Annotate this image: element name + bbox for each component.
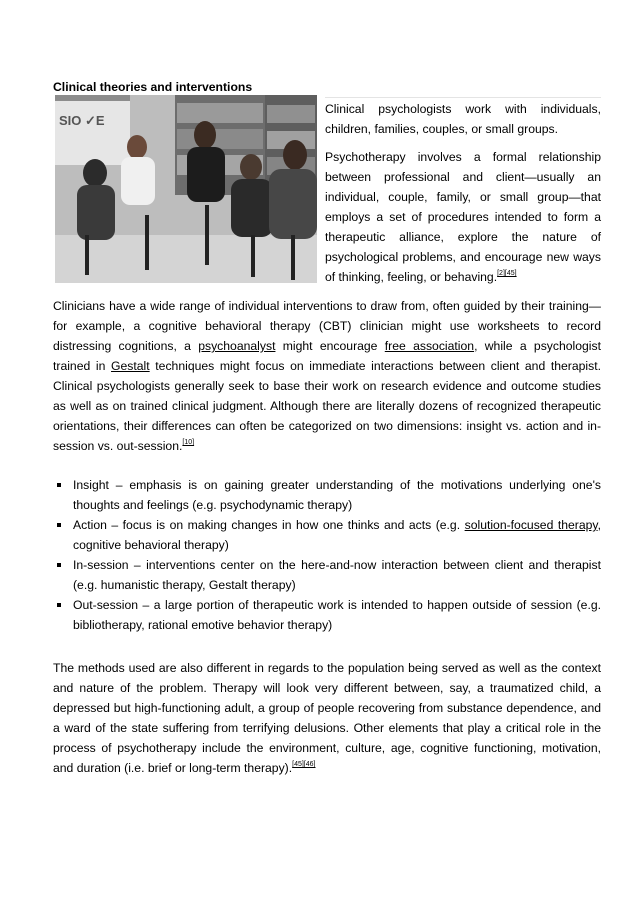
group-therapy-photo bbox=[55, 95, 317, 283]
bullet-icon bbox=[57, 563, 61, 567]
intro-paragraph-1: Clinical psychologists work with individuals, children, families, couples, or small groups. bbox=[325, 97, 601, 139]
bullet-icon bbox=[57, 523, 61, 527]
orientation-bullet-list bbox=[53, 475, 601, 635]
citation-2-45[interactable] bbox=[497, 270, 516, 277]
citation-45-46[interactable] bbox=[292, 761, 315, 768]
para1-text-4: techniques might focus on immediate interactions between client and therapist. Clinical psychologists generally seek to base their work on research evidence and outcome studies as well as on trained clinical judgment. Although there are literally dozens of recognized therapeutic orientations, their differences can often be categorized on two dimensions: insight vs. action and in-session vs. out-session. bbox=[53, 359, 601, 453]
intro-paragraph-2-text: Psychotherapy involves a formal relationship between professional and client—usually an individual, couple, family, or small group—that employs a set of procedures intended to form a therapeutic alliance, explore the nature of psychological problems, and encourage new ways of thinking, feeling, or behaving. bbox=[325, 150, 601, 284]
bullet-out-session-text: Out-session – a large portion of therapeutic work is intended to happen outside of session (e.g. bibliotherapy, rational emotive behavior therapy) bbox=[73, 598, 601, 632]
solution-focused-therapy-link[interactable]: solution-focused therapy bbox=[464, 518, 598, 532]
para2-text: The methods used are also different in regards to the population being served as well as the context and nature of the problem. Therapy will look very different between, say, a traumatized child, a depressed but high-functioning adult, a group of people recovering from substance dependence, and a ward of the state suffering from terrifying delusions. Other elements that play a critical role in the process of psychotherapy include the environment, culture, age, cognitive functioning, motivation, and duration (i.e. brief or long-term therapy). bbox=[53, 661, 601, 775]
psychoanalyst-link[interactable]: psychoanalyst bbox=[198, 339, 276, 353]
bullet-insight-text: Insight – emphasis is on gaining greater understanding of the motivations underlying one's thoughts and feelings (e.g. psychodynamic therapy) bbox=[73, 478, 601, 512]
gestalt-link[interactable]: Gestalt bbox=[111, 359, 150, 373]
bullet-in-session-text: In-session – interventions center on the here-and-now interaction between client and therapist (e.g. humanistic therapy, Gestalt therapy) bbox=[73, 558, 601, 592]
bullet-out-session bbox=[53, 595, 601, 635]
citation-10[interactable] bbox=[182, 439, 194, 446]
bullet-in-session bbox=[53, 555, 601, 595]
bullet-action bbox=[53, 515, 601, 555]
free-association-link[interactable]: free association bbox=[384, 339, 475, 353]
bullet-icon bbox=[57, 483, 61, 487]
methods-paragraph bbox=[53, 658, 601, 778]
para1-text-1: Clinicians have a wide range of individual interventions to draw from, often guided by their training—for example, a cognitive behavioral therapy (CBT) clinician might use worksheets to record distressing cognitions, a bbox=[53, 299, 601, 353]
para1-text-2: might encourage bbox=[275, 339, 385, 353]
bullet-action-text-1: Action – focus is on making changes in how one thinks and acts (e.g. bbox=[73, 518, 465, 532]
intro-column bbox=[325, 97, 601, 287]
para1-text-3: , while a psychologist trained in bbox=[53, 339, 601, 373]
bullet-action-text-2: , cognitive behavioral therapy) bbox=[73, 518, 601, 552]
wall-poster-text: SIO ✓E bbox=[59, 113, 105, 128]
bullet-icon bbox=[57, 603, 61, 607]
interventions-paragraph bbox=[53, 296, 601, 456]
citation-2-45-link[interactable]: [2][45] bbox=[497, 270, 517, 277]
bullet-insight bbox=[53, 475, 601, 515]
citation-10-link[interactable]: [10] bbox=[182, 439, 195, 446]
intro-paragraph-2 bbox=[325, 147, 601, 287]
section-heading: Clinical theories and interventions bbox=[53, 80, 253, 94]
citation-45-46-link[interactable]: [45][46] bbox=[292, 761, 316, 768]
